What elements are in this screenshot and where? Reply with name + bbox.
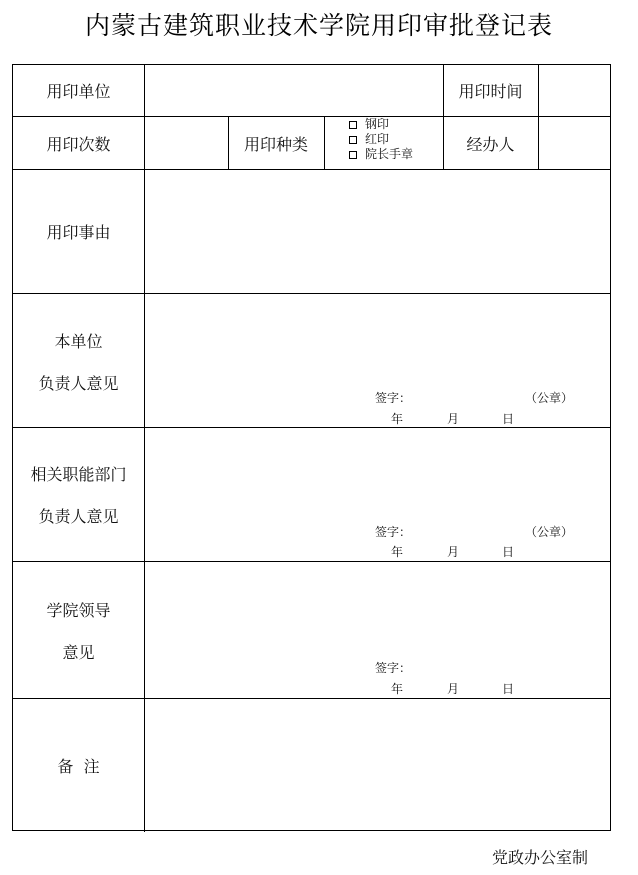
dept-head-label — [13, 454, 144, 538]
label-line: 相关职能部门 — [30, 465, 127, 484]
approval-form-table — [12, 64, 611, 831]
label-line: 学院领导 — [46, 601, 111, 620]
unit-label: 用印单位 — [46, 82, 111, 101]
date-day: 日 — [502, 545, 515, 559]
dept-head-opinion-field[interactable] — [145, 428, 611, 561]
label-line: 负责人意见 — [38, 374, 119, 393]
seal-option-president[interactable] — [349, 147, 413, 162]
form-title: 内蒙古建筑职业技术学院用印审批登记表 — [84, 11, 553, 40]
label-line: 意见 — [62, 643, 95, 662]
remarks-field[interactable] — [145, 699, 611, 831]
date-month: 月 — [447, 545, 460, 559]
date-day: 日 — [502, 682, 515, 696]
seal-type-options — [349, 117, 413, 162]
label-line: 负责人意见 — [38, 507, 119, 526]
leader-label — [13, 590, 144, 674]
leader-opinion-field[interactable] — [145, 562, 611, 698]
remarks-label: 备 注 — [57, 757, 100, 776]
date-year: 年 — [391, 545, 404, 559]
seal-option-label: 院长手章 — [365, 147, 414, 161]
type-label: 用印种类 — [243, 134, 308, 154]
checkbox-icon[interactable] — [349, 136, 357, 144]
unit-head-opinion-field[interactable] — [145, 294, 611, 427]
count-field[interactable] — [145, 117, 228, 169]
handler-label: 经办人 — [466, 134, 515, 154]
official-seal-label: （公章） — [525, 391, 574, 405]
unit-field[interactable] — [145, 65, 443, 116]
issuer-note: 党政办公室制 — [491, 848, 588, 867]
seal-option-red[interactable] — [349, 132, 413, 147]
unit-head-label — [13, 321, 144, 405]
time-field[interactable] — [539, 65, 611, 116]
seal-option-label: 钢印 — [365, 117, 390, 131]
checkbox-icon[interactable] — [349, 151, 357, 159]
date-year: 年 — [391, 682, 404, 696]
date-day: 日 — [502, 412, 515, 426]
count-label: 用印次数 — [46, 134, 111, 154]
date-year: 年 — [391, 412, 404, 426]
seal-option-label: 红印 — [365, 132, 390, 146]
official-seal-label: （公章） — [525, 525, 574, 539]
time-label: 用印时间 — [458, 82, 523, 101]
seal-option-steel[interactable] — [349, 117, 413, 132]
checkbox-icon[interactable] — [349, 121, 357, 129]
label-line: 本单位 — [54, 332, 103, 351]
handler-field[interactable] — [539, 117, 611, 169]
reason-label: 用印事由 — [46, 223, 111, 242]
signature-label: 签字： — [375, 661, 412, 675]
signature-label: 签字： — [375, 391, 412, 405]
signature-label: 签字： — [375, 525, 412, 539]
date-month: 月 — [447, 412, 460, 426]
reason-field[interactable] — [145, 170, 611, 293]
date-month: 月 — [447, 682, 460, 696]
column-divider — [324, 116, 325, 169]
